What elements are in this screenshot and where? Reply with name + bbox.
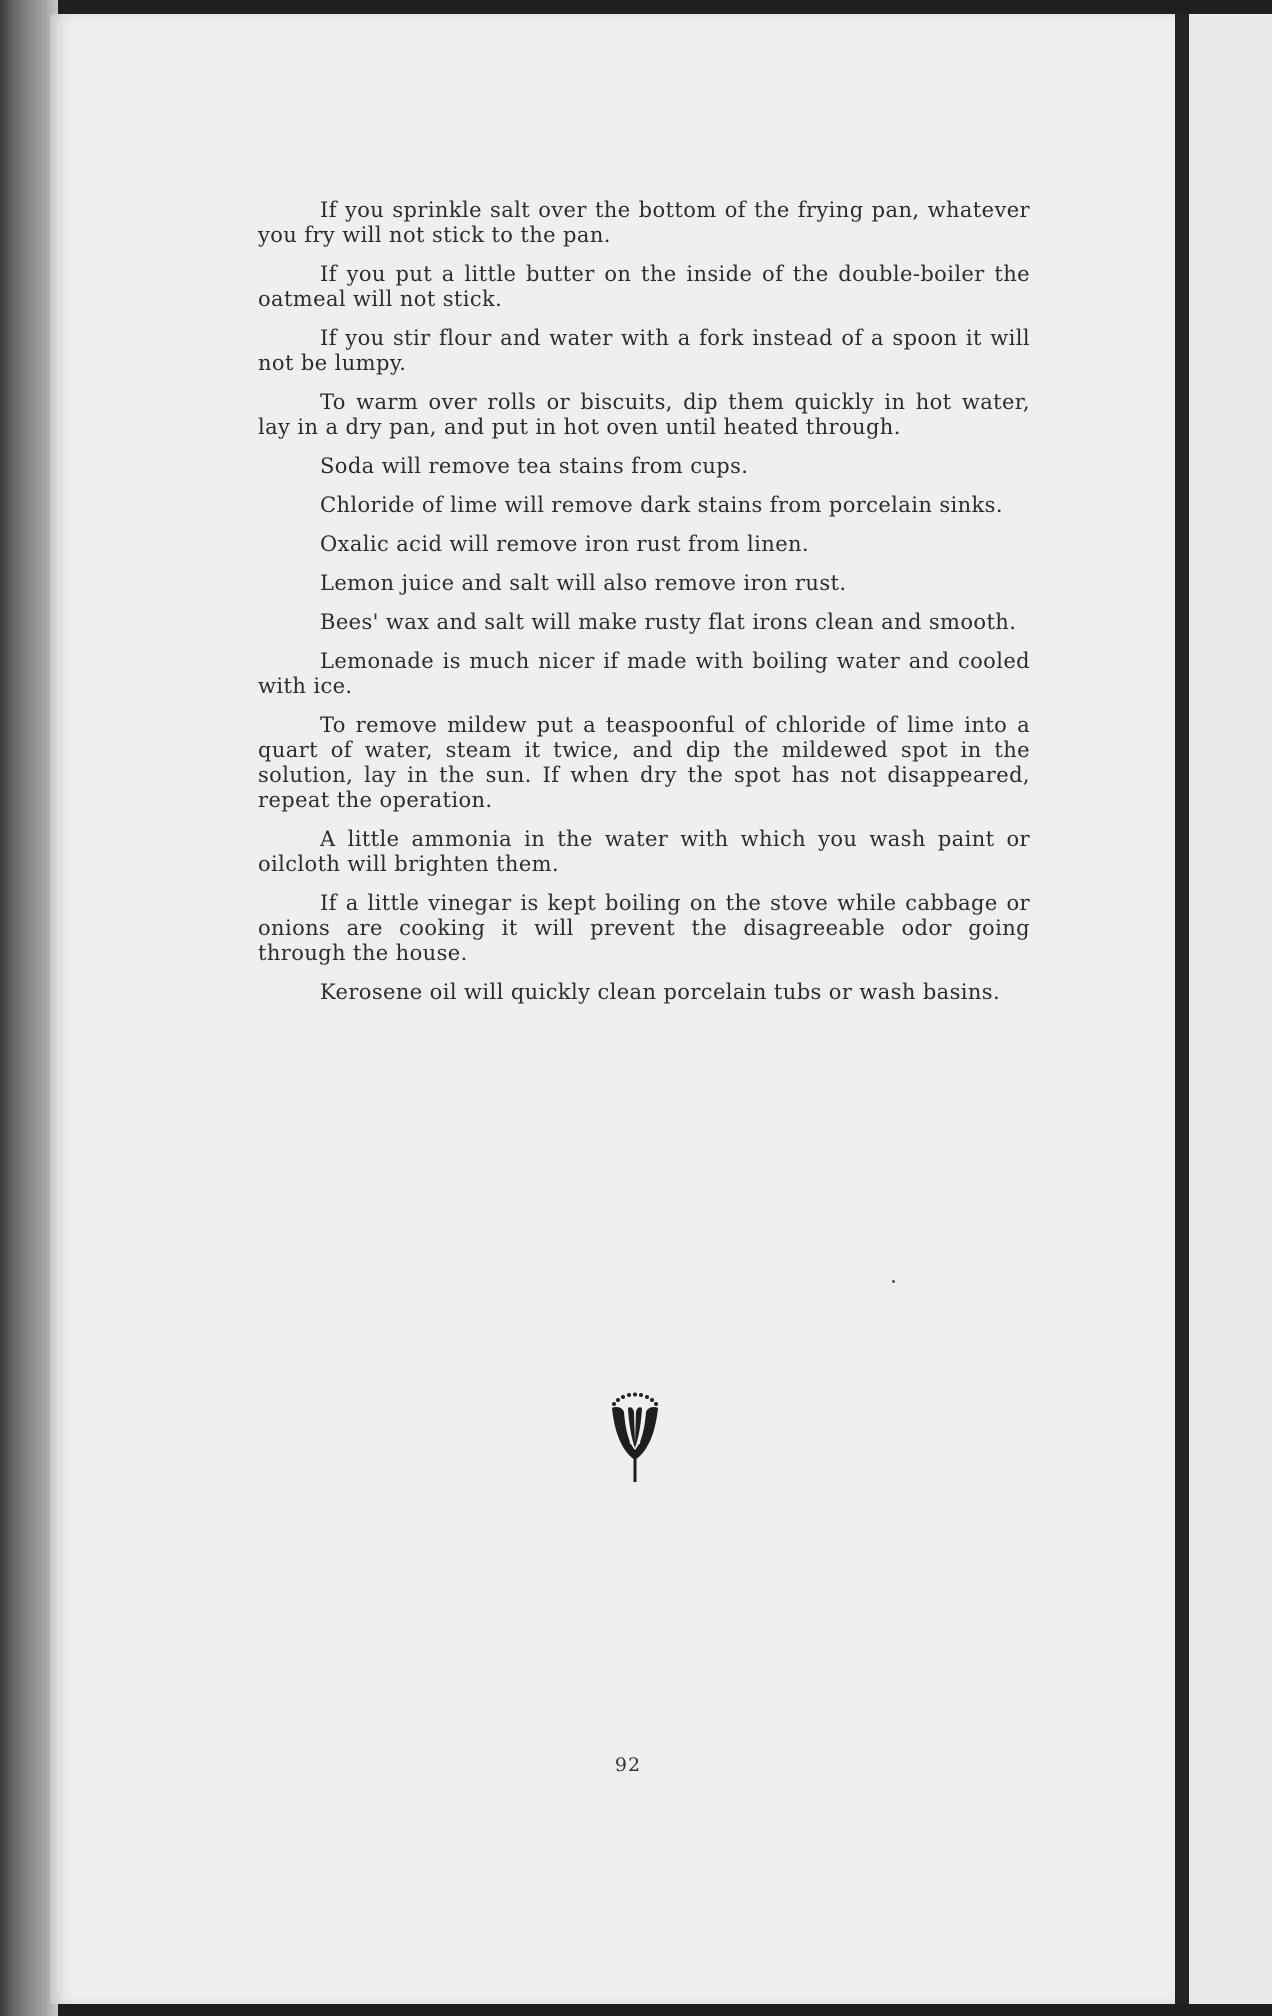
paragraph: Kerosene oil will quickly clean porcelain tubs or wash basins. <box>320 980 1001 1004</box>
body-text <box>258 198 1030 1019</box>
paragraph: Lemonade is much nicer if made with boiling water and cooled with ice. <box>258 649 1030 698</box>
paragraph: Bees' wax and salt will make rusty flat irons clean and smooth. <box>320 610 1017 634</box>
paragraph: Oxalic acid will remove iron rust from linen. <box>320 532 810 556</box>
page-gutter <box>1175 14 1189 2004</box>
paragraph: Chloride of lime will remove dark stains from porcelain sinks. <box>320 493 1003 517</box>
paragraph: To warm over rolls or biscuits, dip them quickly in hot water, lay in a dry pan, and put in hot oven until heated through. <box>258 390 1030 439</box>
paragraph: If you sprinkle salt over the bottom of the frying pan, whatever you fry will not stick to the pan. <box>258 198 1030 247</box>
paragraph: If you stir flour and water with a fork instead of a spoon it will not be lumpy. <box>258 326 1030 375</box>
tulip-ornament-icon <box>608 1392 662 1484</box>
paragraph: If you put a little butter on the inside of the double-boiler the oatmeal will not stick. <box>258 262 1030 311</box>
paragraph: Soda will remove tea stains from cups. <box>320 454 749 478</box>
paragraph: A little ammonia in the water with which you wash paint or oilcloth will brighten them. <box>258 827 1030 876</box>
paragraph: To remove mildew put a teaspoonful of chloride of lime into a quart of water, steam it twice, and dip the mildewed spot in the solution, lay in the sun. If when dry the spot has not disappeared, repeat the operation. <box>258 713 1030 812</box>
page-number: 92 <box>614 1754 642 1776</box>
paper-speck <box>892 1280 895 1283</box>
paragraph: If a little vinegar is kept boiling on the stove while cabbage or onions are cooking it will prevent the disagreeable odor going through the house. <box>258 891 1030 965</box>
paragraph: Lemon juice and salt will also remove iron rust. <box>320 571 847 595</box>
facing-page-edge <box>1189 14 1272 2004</box>
